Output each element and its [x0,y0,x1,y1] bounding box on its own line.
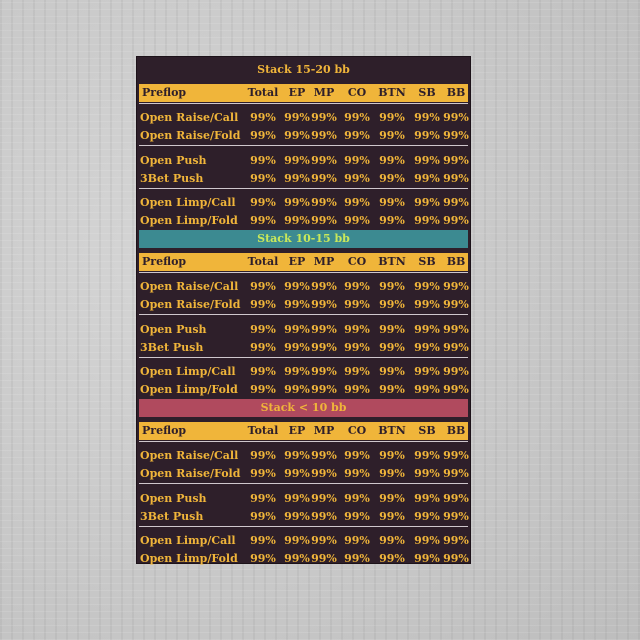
stat-value: 99% [311,552,337,565]
stat-value: 99% [284,467,310,480]
stat-value: 99% [379,467,405,480]
stat-value: 99% [250,111,276,124]
stat-row [137,212,470,230]
stat-value: 99% [414,449,440,462]
stat-value: 99% [414,510,440,523]
stat-row-label: Open Limp/Fold [140,552,238,565]
stat-value: 99% [284,214,310,227]
stats-panel [136,56,471,564]
stat-value: 99% [344,214,370,227]
stat-row [137,508,470,526]
stat-value: 99% [250,154,276,167]
stat-value: 99% [250,298,276,311]
stat-value: 99% [250,552,276,565]
stat-row [137,447,470,465]
stat-value: 99% [344,492,370,505]
stat-value: 99% [344,111,370,124]
stat-value: 99% [311,510,337,523]
stat-value: 99% [379,111,405,124]
column-header-row [139,422,468,440]
stat-value: 99% [379,129,405,142]
stat-value: 99% [311,492,337,505]
stat-value: 99% [344,196,370,209]
stat-value: 99% [284,280,310,293]
stat-value: 99% [443,111,469,124]
stat-row-label: Open Push [140,323,207,336]
stat-value: 99% [414,111,440,124]
column-header: EP [288,424,306,437]
stat-value: 99% [414,534,440,547]
stat-row [137,109,470,127]
stat-row-label: Open Push [140,154,207,167]
stat-value: 99% [379,492,405,505]
stat-value: 99% [284,129,310,142]
stat-value: 99% [344,154,370,167]
stat-value: 99% [414,298,440,311]
stat-value: 99% [344,552,370,565]
stat-value: 99% [414,196,440,209]
column-header-row [139,84,468,102]
stat-value: 99% [250,196,276,209]
stat-value: 99% [379,552,405,565]
stat-value: 99% [443,552,469,565]
stat-value: 99% [443,172,469,185]
stat-value: 99% [414,467,440,480]
stat-value: 99% [443,341,469,354]
stat-value: 99% [443,510,469,523]
stat-row-label: Open Raise/Fold [140,467,241,480]
column-header: CO [347,255,367,268]
stat-row-label: Open Limp/Call [140,196,236,209]
column-header: BTN [378,86,406,99]
column-header: BTN [378,424,406,437]
stat-row-label: Open Limp/Call [140,534,236,547]
stat-value: 99% [311,534,337,547]
stat-value: 99% [250,280,276,293]
stat-value: 99% [344,449,370,462]
stat-row [137,339,470,357]
stat-row [137,194,470,212]
stat-value: 99% [284,154,310,167]
stat-value: 99% [379,280,405,293]
stat-value: 99% [443,280,469,293]
stat-value: 99% [250,341,276,354]
stat-value: 99% [443,196,469,209]
stat-value: 99% [311,196,337,209]
stat-value: 99% [379,298,405,311]
stat-value: 99% [414,492,440,505]
stat-value: 99% [443,323,469,336]
stat-value: 99% [344,323,370,336]
stat-row [137,465,470,483]
stat-value: 99% [284,298,310,311]
stat-value: 99% [379,154,405,167]
stat-row [137,490,470,508]
stat-value: 99% [284,534,310,547]
stat-value: 99% [311,172,337,185]
stat-value: 99% [443,534,469,547]
stat-value: 99% [414,129,440,142]
stat-value: 99% [250,534,276,547]
stat-value: 99% [250,383,276,396]
stat-value: 99% [250,129,276,142]
stat-value: 99% [414,323,440,336]
stat-value: 99% [379,449,405,462]
stat-value: 99% [344,510,370,523]
stat-row [137,363,470,381]
stat-value: 99% [344,534,370,547]
stat-value: 99% [414,214,440,227]
stat-value: 99% [443,449,469,462]
stat-value: 99% [344,129,370,142]
stat-value: 99% [284,365,310,378]
stat-value: 99% [250,492,276,505]
stat-value: 99% [443,365,469,378]
stat-value: 99% [344,280,370,293]
stat-row-label: 3Bet Push [140,341,204,354]
stat-value: 99% [443,214,469,227]
column-header: MP [313,424,335,437]
stat-row-label: Open Limp/Call [140,365,236,378]
stat-value: 99% [443,129,469,142]
stat-value: 99% [311,280,337,293]
stat-value: 99% [344,172,370,185]
column-header: SB [418,255,436,268]
column-header: EP [288,86,306,99]
stat-value: 99% [311,449,337,462]
column-header: Total [247,424,279,437]
divider [139,357,468,358]
stat-value: 99% [311,111,337,124]
column-header-row [139,253,468,271]
stat-value: 99% [379,172,405,185]
divider [139,103,468,104]
section-title: Stack 10-15 bb [139,230,468,248]
stat-value: 99% [414,552,440,565]
stat-value: 99% [284,383,310,396]
divider [139,145,468,146]
stat-value: 99% [284,341,310,354]
stat-value: 99% [311,154,337,167]
stat-value: 99% [379,383,405,396]
stat-value: 99% [250,214,276,227]
stat-value: 99% [250,449,276,462]
stat-value: 99% [250,172,276,185]
column-header: BTN [378,255,406,268]
stat-value: 99% [250,365,276,378]
stat-row [137,170,470,188]
stat-value: 99% [344,383,370,396]
stat-row [137,550,470,568]
stat-row-label: Open Limp/Fold [140,214,238,227]
column-header: BB [446,424,466,437]
stat-row-label: Open Raise/Fold [140,298,241,311]
stat-value: 99% [250,323,276,336]
column-header: BB [446,86,466,99]
stat-value: 99% [311,341,337,354]
divider [139,272,468,273]
stat-row [137,278,470,296]
stat-value: 99% [344,341,370,354]
stat-row [137,321,470,339]
stat-value: 99% [443,154,469,167]
stat-row [137,532,470,550]
divider [139,526,468,527]
stat-value: 99% [414,172,440,185]
stat-value: 99% [284,196,310,209]
divider [139,483,468,484]
stat-value: 99% [379,196,405,209]
stat-row-label: Open Limp/Fold [140,383,238,396]
stat-row-label: Open Raise/Call [140,449,239,462]
stat-value: 99% [414,383,440,396]
stat-value: 99% [414,280,440,293]
column-header: BB [446,255,466,268]
column-header: Total [247,255,279,268]
stat-value: 99% [250,510,276,523]
stat-row-label: 3Bet Push [140,172,204,185]
divider [139,188,468,189]
header-label: Preflop [142,86,187,99]
stat-value: 99% [284,172,310,185]
stat-value: 99% [414,341,440,354]
stat-value: 99% [311,323,337,336]
stat-row [137,127,470,145]
stat-value: 99% [443,383,469,396]
stat-value: 99% [344,298,370,311]
stat-value: 99% [311,298,337,311]
stat-row [137,152,470,170]
stat-value: 99% [379,341,405,354]
column-header: CO [347,424,367,437]
stat-value: 99% [311,129,337,142]
column-header: Total [247,86,279,99]
stat-row-label: Open Raise/Call [140,111,239,124]
column-header: MP [313,255,335,268]
stat-value: 99% [284,111,310,124]
stat-value: 99% [443,467,469,480]
stat-value: 99% [344,467,370,480]
stat-value: 99% [443,298,469,311]
stat-value: 99% [250,467,276,480]
stat-value: 99% [379,365,405,378]
stat-row-label: Open Raise/Fold [140,129,241,142]
stat-value: 99% [284,492,310,505]
stat-value: 99% [443,492,469,505]
stat-row-label: Open Push [140,492,207,505]
stat-value: 99% [284,323,310,336]
stat-row-label: 3Bet Push [140,510,204,523]
column-header: CO [347,86,367,99]
stat-value: 99% [311,467,337,480]
stat-value: 99% [414,154,440,167]
stat-value: 99% [379,534,405,547]
stat-value: 99% [311,214,337,227]
header-label: Preflop [142,424,187,437]
stat-value: 99% [284,510,310,523]
header-label: Preflop [142,255,187,268]
stat-value: 99% [379,510,405,523]
column-header: MP [313,86,335,99]
divider [139,314,468,315]
stat-value: 99% [379,323,405,336]
stat-value: 99% [379,214,405,227]
stat-value: 99% [414,365,440,378]
column-header: SB [418,424,436,437]
stat-value: 99% [344,365,370,378]
divider [139,441,468,442]
stat-value: 99% [311,383,337,396]
column-header: SB [418,86,436,99]
stat-value: 99% [284,449,310,462]
section-title: Stack < 10 bb [139,399,468,417]
stat-row [137,296,470,314]
stat-row [137,381,470,399]
stat-value: 99% [311,365,337,378]
stat-row-label: Open Raise/Call [140,280,239,293]
column-header: EP [288,255,306,268]
section-title: Stack 15-20 bb [139,61,468,79]
stat-value: 99% [284,552,310,565]
